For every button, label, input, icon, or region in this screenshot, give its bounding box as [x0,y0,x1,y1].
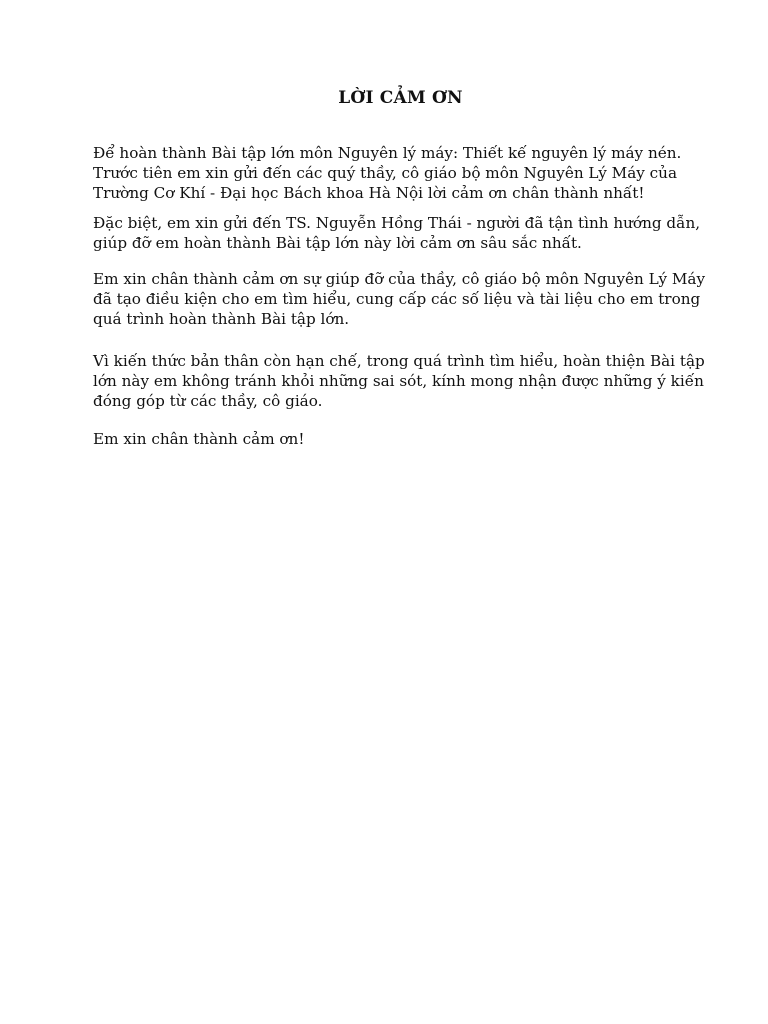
paragraph-intro: Để hoàn thành Bài tập lớn môn Nguyên lý máy: Thiết kế nguyên lý máy nén. Trước tiên em xin gửi đến các quý thầy, cô giáo bộ môn Nguyên Lý Máy của Trường Cơ Khí - Đại học Bách khoa Hà Nội lời cảm ơn chân thành nhất! [93,144,682,202]
paragraph-feedback-request: Vì kiến thức bản thân còn hạn chế, trong quá trình tìm hiểu, hoàn thiện Bài tập lớn này em không tránh khỏi những sai sót, kính mong nhận được những ý kiến đóng góp từ các thầy, cô giáo. [93,352,705,410]
paragraph-closing: Em xin chân thành cảm ơn! [93,430,305,448]
paragraph-advisor-thanks: Đặc biệt, em xin gửi đến TS. Nguyễn Hồng Thái - người đã tận tình hướng dẫn, giúp đỡ em hoàn thành Bài tập lớn này lời cảm ơn sâu sắc nhất. [93,214,701,252]
paragraph-department-thanks: Em xin chân thành cảm ơn sự giúp đỡ của thầy, cô giáo bộ môn Nguyên Lý Máy đã tạo điều kiện cho em tìm hiểu, cung cấp các số liệu và tài liệu cho em trong quá trình hoàn thành Bài tập lớn. [93,270,706,328]
document-title: LỜI CẢM ƠN [338,88,463,108]
